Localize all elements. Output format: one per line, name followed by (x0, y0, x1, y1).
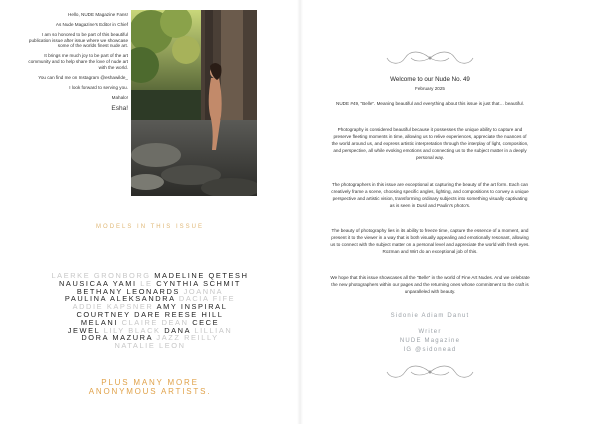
intro-paragraph-3-text: The photographers in this issue are exceptional at capturing the beauty of the art form. Each can creatively frame a scene, choosing specific angles, lighting, and compositions to convey a unique perspective and artistic vision, transforming ordinary subjects into something visually captivating as is seen in Dusil and Paulin's photo's. (331, 182, 529, 209)
model-name: CLAIRE DEAN (121, 317, 189, 327)
models-title: MODELS IN THIS ISSUE (96, 224, 204, 230)
cover-photo (131, 10, 257, 196)
letter-paragraph-1: I am so honored to be part of this beautiful publication issue after issue where we showcase some of the worlds finest nude art. (28, 32, 128, 49)
writer-instagram: IG @sidonead (403, 347, 457, 353)
welcome-heading: Welcome to our Nude No. 49 (390, 76, 470, 83)
model-name: COURTNEY DARE (76, 309, 162, 319)
writer-name: Sidonie Adiam Danut (390, 313, 470, 319)
intro-paragraph-1-text: NUDE #49, "Belle". Meaning beautiful and everything about this issue is just that… beautiful. (336, 101, 524, 106)
letter-paragraph-2: It brings me much joy to be part of the art community and to help share the love of nude art with the world. (28, 53, 128, 70)
models-row (40, 342, 260, 350)
model-name: CYNTHIA SCHMIT (156, 278, 241, 288)
model-name: LAERKE GRONBORG (51, 271, 151, 280)
letter-signature: Esha! (111, 105, 128, 113)
model-name: BETHANY LEONARDS (76, 286, 180, 296)
writer-title: Writer (418, 329, 442, 335)
model-name: REESE HILL (164, 309, 224, 319)
page-gutter (297, 0, 303, 424)
intro-paragraph-4-text: The beauty of photography lies in its ability to freeze time, capture the essence of a moment, and present it to the viewer in a way that is both visually appealing and emotionally resonant, allowing us to connect with the subject matter on a personal level and appreciate the world with fresh eyes. Rozman and Wirt do an exceptional job of this. (330, 228, 530, 255)
model-name: LE (140, 278, 153, 288)
model-name: MELANI (80, 317, 118, 327)
model-name: MADELINE QETESH (154, 271, 249, 280)
intro-paragraph-2-text: Photography is considered beautiful because it possesses the unique ability to capture and preserve fleeting moments in time, allowing us to relive experiences, appreciate the nuances of the world around us, and express artistic interpretation through the interplay of light, composition, and perspective, all while evoking emotions and connecting us to the subject matter in a deeply personal way. (331, 127, 529, 161)
ornament-top (385, 48, 475, 68)
model-name: DANA (164, 325, 191, 335)
model-name: AMY INSPIRAL (156, 302, 228, 312)
model-name: ADDIE KAPSNER (72, 302, 154, 312)
intro-paragraph-4 (330, 227, 530, 255)
writer-publication: NUDE Magazine (399, 338, 461, 344)
issue-date: February 2025 (415, 86, 445, 91)
intro-paragraph-3 (330, 181, 530, 209)
letter-closing: Mahalo! (111, 94, 128, 100)
plus-more-artists (40, 378, 260, 396)
letter-paragraph-3: You can find me on Instagram @eshawilde_ (38, 74, 128, 80)
letter-role: As Nude Magazine's Editor in Chief (55, 22, 128, 28)
intro-paragraph-5-text: We hope that this issue showcases all the "Belle" in the world of Fine Art Nudes. And we celebrate the new photographers within our pages and the returning ones whose commitment to the craft is unparalleled with beauty. (330, 275, 530, 295)
writer-signature (330, 312, 530, 355)
model-name: LILY BLACK (103, 325, 161, 335)
model-name: NAUSICAA YAMI (59, 278, 137, 288)
model-name: NATALIE LEON (114, 341, 186, 351)
model-name: DORA MAZURA (81, 333, 153, 343)
model-name: JAZZ REILLY (156, 333, 219, 343)
model-name: JOANNA (183, 286, 224, 296)
model-name: CECE (192, 317, 220, 327)
models-list (40, 272, 260, 350)
plus-line-2: ANONYMOUS ARTISTS. (88, 387, 212, 396)
letter-paragraph-4: I look forward to serving you. (69, 84, 128, 90)
cover-photo-art (131, 10, 257, 196)
intro-paragraph-5 (330, 274, 530, 295)
model-name: LILLIAN (194, 325, 233, 335)
intro-paragraph-1 (330, 100, 530, 107)
plus-line-1: PLUS MANY MORE (101, 378, 199, 387)
editor-letter (22, 12, 128, 118)
intro-paragraph-2 (330, 126, 530, 161)
letter-greeting: Hello, NUDE Magazine Fans! (68, 12, 128, 17)
model-name: JEWEL (67, 325, 101, 335)
ornament-bottom (385, 362, 475, 382)
model-name: DACIA FIFE (178, 294, 236, 304)
model-name: PAULINA ALEKSANDRA (64, 294, 176, 304)
